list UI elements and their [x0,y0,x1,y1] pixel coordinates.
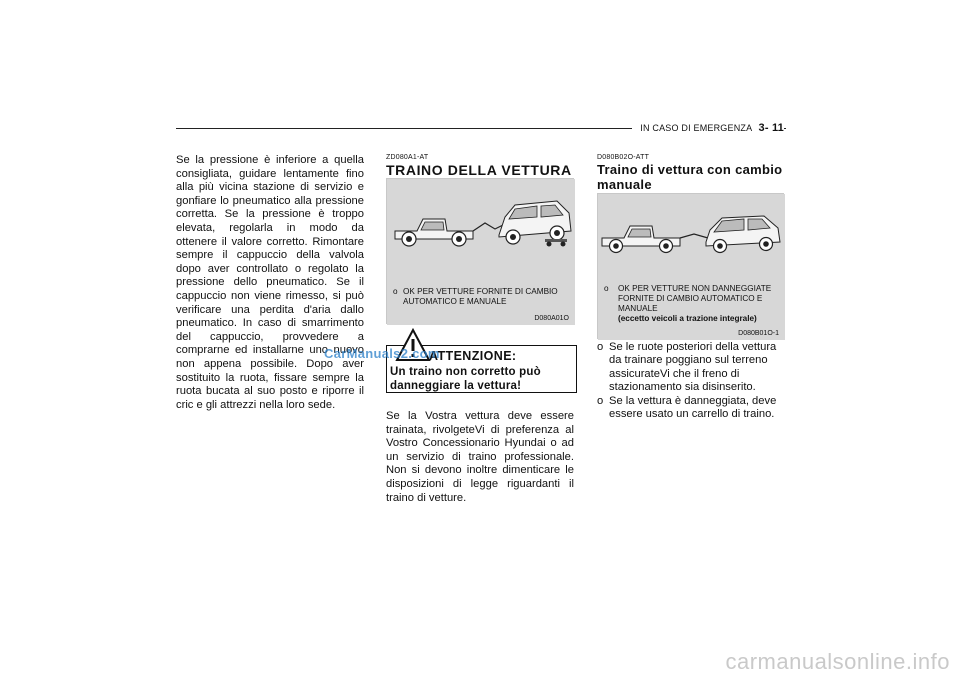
warning-title: ATTENZIONE: [429,349,517,363]
figure-code-right: D080B01O-1 [738,330,779,337]
page-number: 3- 11 [758,122,784,134]
figure-note-bullet: o [393,287,398,296]
bullet-mark: o [597,394,604,407]
towing-bullets [597,341,785,421]
figure-code: D080A01O [534,315,569,322]
bullet-text: Se la vettura è danneggiata, deve essere usato un carrello di traino. [609,394,777,421]
figure-note [393,287,569,307]
figure-note-right [604,284,780,324]
figure-note-text: OK PER VETTURE FORNITE DI CAMBIO AUTOMATICO E MANUALE [403,287,558,306]
figure-note-right-bullet: o [604,284,609,293]
manual-towing-figure [597,193,784,339]
towing-paragraph: Se la Vostra vettura deve essere trainata, rivolgeteVi di preferenza al Vostro Concessionario Hyundai o ad un servizio di traino professionale. Non si devono inoltre dimenticare le disposizioni di legge riguardanti il traino di vetture. [386,410,574,504]
section-code: ZD080A1-AT [386,154,429,161]
warning-body: Un traino non corretto può danneggiare la vettura! [390,366,541,392]
watermark: CarManuals2.com [324,346,440,361]
section-title: IN CASO DI EMERGENZA [640,123,752,133]
section-code-right: D080B02O-ATT [597,154,650,161]
bullet-mark: o [597,341,604,353]
list-item [597,341,785,395]
figure-note-right-text: OK PER VETTURE NON DANNEGGIATE FORNITE DI CAMBIO AUTOMATICO E MANUALE [618,284,772,313]
section-title-manual: Traino di vettura con cambio manuale [597,162,783,192]
list-item [597,395,785,422]
footer-watermark: carmanualsonline.info [725,649,950,674]
section-title-towing: TRAINO DELLA VETTURA [386,162,572,178]
figure-note-right-bold: (eccetto veicoli a trazione integrale) [618,314,757,323]
bullet-text: Se le ruote posteriori della vettura da trainare poggiano sul terreno assicurateVi che il freno di stazionamento sia disinserito. [609,341,777,394]
page-header [632,122,784,134]
tire-pressure-paragraph: Se la pressione è inferiore a quella consigliata, guidare lentamente fino alla più vicina stazione di servizio e gonfiare lo pneumatico alla pressione corretta. Se la pressione è troppo elevata, regolarla in modo da ottenere il valore corretto. Rimontare sempre il cappuccio della valvola dopo aver controllato o regolato la pressione dello pneumatico. Se il cappuccio non viene rimesso, si può verificare una perdita d'aria dallo pneumatico. In caso di smarrimento del cappuccio, provvedere a comprarne ed installarne uno nuovo non appena possibile. Dopo aver sostituito la ruota, fissare sempre la ruota bucata al suo posto e riporre il cric e gli attrezzi nella loro sede. [176,154,364,411]
towing-figure [386,178,574,324]
